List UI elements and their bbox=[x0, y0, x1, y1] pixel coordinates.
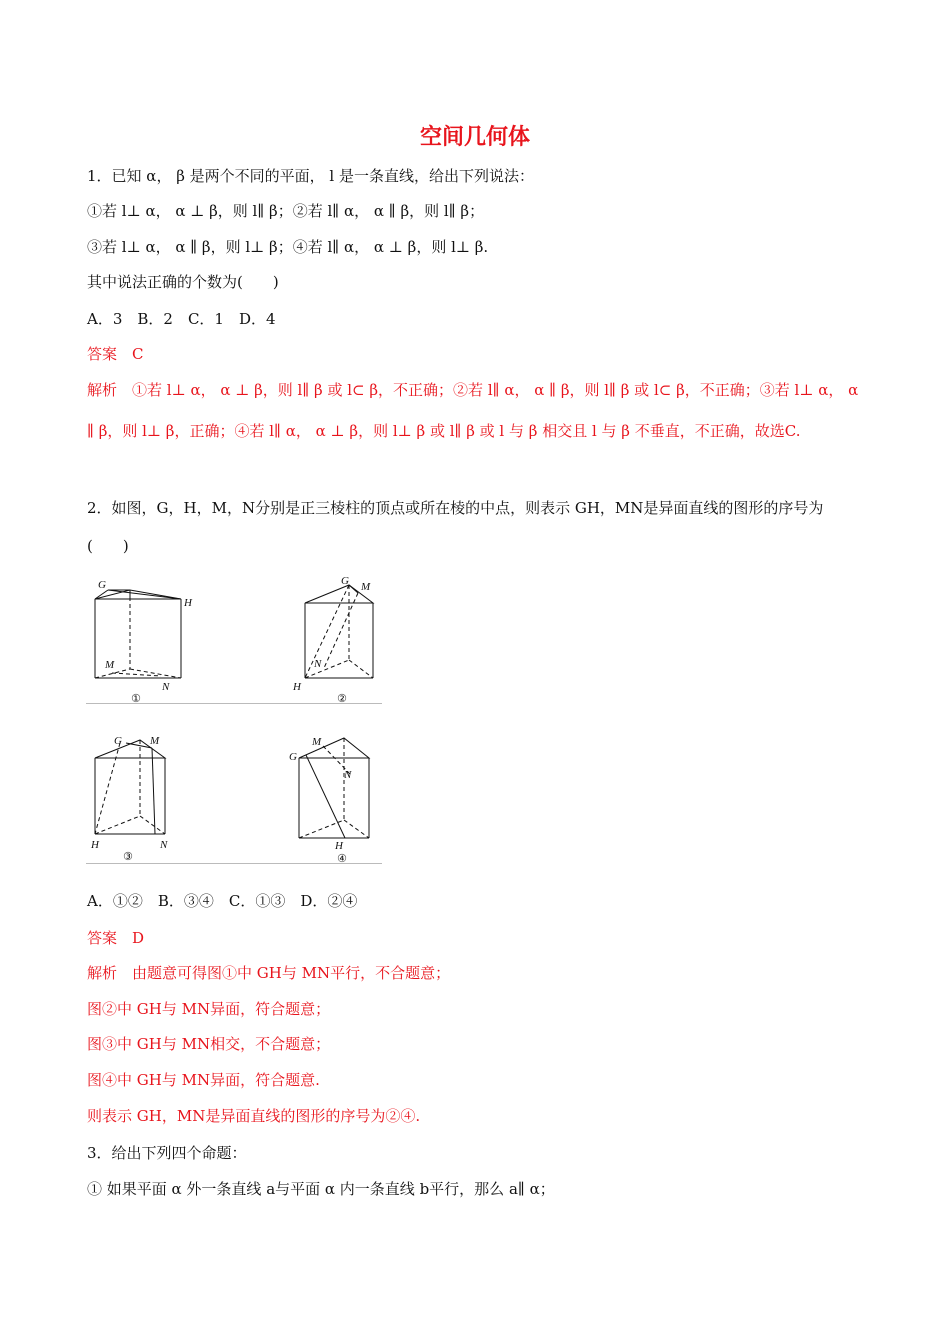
label-n: N bbox=[160, 839, 168, 851]
label-m: M bbox=[361, 581, 371, 593]
label-g: G bbox=[289, 751, 297, 763]
q2-analysis-2: 图②中 GH与 MN异面，符合题意； bbox=[87, 1000, 331, 1018]
figure-number: ③ bbox=[123, 850, 133, 863]
label-m: M bbox=[105, 659, 115, 671]
label-m: M bbox=[312, 736, 322, 748]
label-g: G bbox=[114, 735, 122, 747]
q2-paren: ( ) bbox=[87, 537, 129, 555]
q2-analysis-3: 图③中 GH与 MN相交，不合题意； bbox=[87, 1035, 331, 1053]
q3-statement-1: ① 如果平面 α 外一条直线 a与平面 α 内一条直线 b平行，那么 a∥ α； bbox=[87, 1180, 555, 1198]
q3-stem: 3．给出下列四个命题： bbox=[87, 1144, 247, 1162]
label-n: N bbox=[162, 681, 170, 693]
label-g: G bbox=[341, 575, 349, 587]
figure-number: ② bbox=[337, 692, 347, 704]
label-m: M bbox=[150, 735, 160, 747]
figure-number: ① bbox=[131, 692, 141, 704]
q1-question: 其中说法正确的个数为( ) bbox=[87, 273, 279, 291]
q1-statements-1-2: ①若 l⊥ α， α ⊥ β，则 l∥ β；②若 l∥ α， α ∥ β，则 l∥ β； bbox=[87, 202, 485, 220]
label-n: N bbox=[344, 769, 352, 781]
label-h: H bbox=[293, 681, 301, 693]
q2-answer: 答案 D bbox=[87, 929, 145, 947]
figure-number: ④ bbox=[337, 852, 347, 864]
label-h: H bbox=[91, 839, 99, 851]
q1-analysis: 解析 ①若 l⊥ α， α ⊥ β，则 l∥ β 或 l⊂ β，不正确；②若 l∥ α， α ∥ β，则 l∥ β 或 l⊂ β，不正确；③若 l⊥ α， α ∥ β，则 l⊥ β，正确；④若 l∥ α， α ⊥ β，则 l⊥ β 或 l∥ β 或 l 与 β 相交且 l 与 β 不垂直，不正确，故选C. bbox=[87, 381, 859, 440]
page-title: 空间几何体 bbox=[419, 125, 530, 150]
q1-stem: 1．已知 α， β 是两个不同的平面， l 是一条直线，给出下列说法： bbox=[87, 167, 534, 185]
label-n: N bbox=[314, 658, 322, 670]
q2-analysis-5: 则表示 GH，MN是异面直线的图形的序号为②④. bbox=[87, 1107, 421, 1125]
q1-statements-3-4: ③若 l⊥ α， α ∥ β，则 l⊥ β；④若 l∥ α， α ⊥ β，则 l⊥ β. bbox=[87, 238, 489, 256]
label-h: H bbox=[184, 597, 192, 609]
q2-analysis-4: 图④中 GH与 MN异面，符合题意. bbox=[87, 1071, 320, 1089]
q1-options: A．3 B．2 C．1 D．4 bbox=[87, 310, 276, 328]
label-h: H bbox=[335, 840, 343, 852]
q1-answer: 答案 C bbox=[87, 345, 144, 363]
figure-prism-1 bbox=[86, 568, 382, 704]
q2-options: A．①② B．③④ C．①③ D．②④ bbox=[87, 892, 358, 910]
label-g: G bbox=[98, 579, 106, 591]
figure-prism-3-4 bbox=[86, 728, 382, 864]
q2-analysis-1: 解析 由题意可得图①中 GH与 MN平行，不合题意； bbox=[87, 964, 451, 982]
q2-stem: 2．如图，G，H，M，N分别是正三棱柱的顶点或所在棱的中点，则表示 GH，MN是异面直线的图形的序号为 bbox=[87, 499, 824, 517]
